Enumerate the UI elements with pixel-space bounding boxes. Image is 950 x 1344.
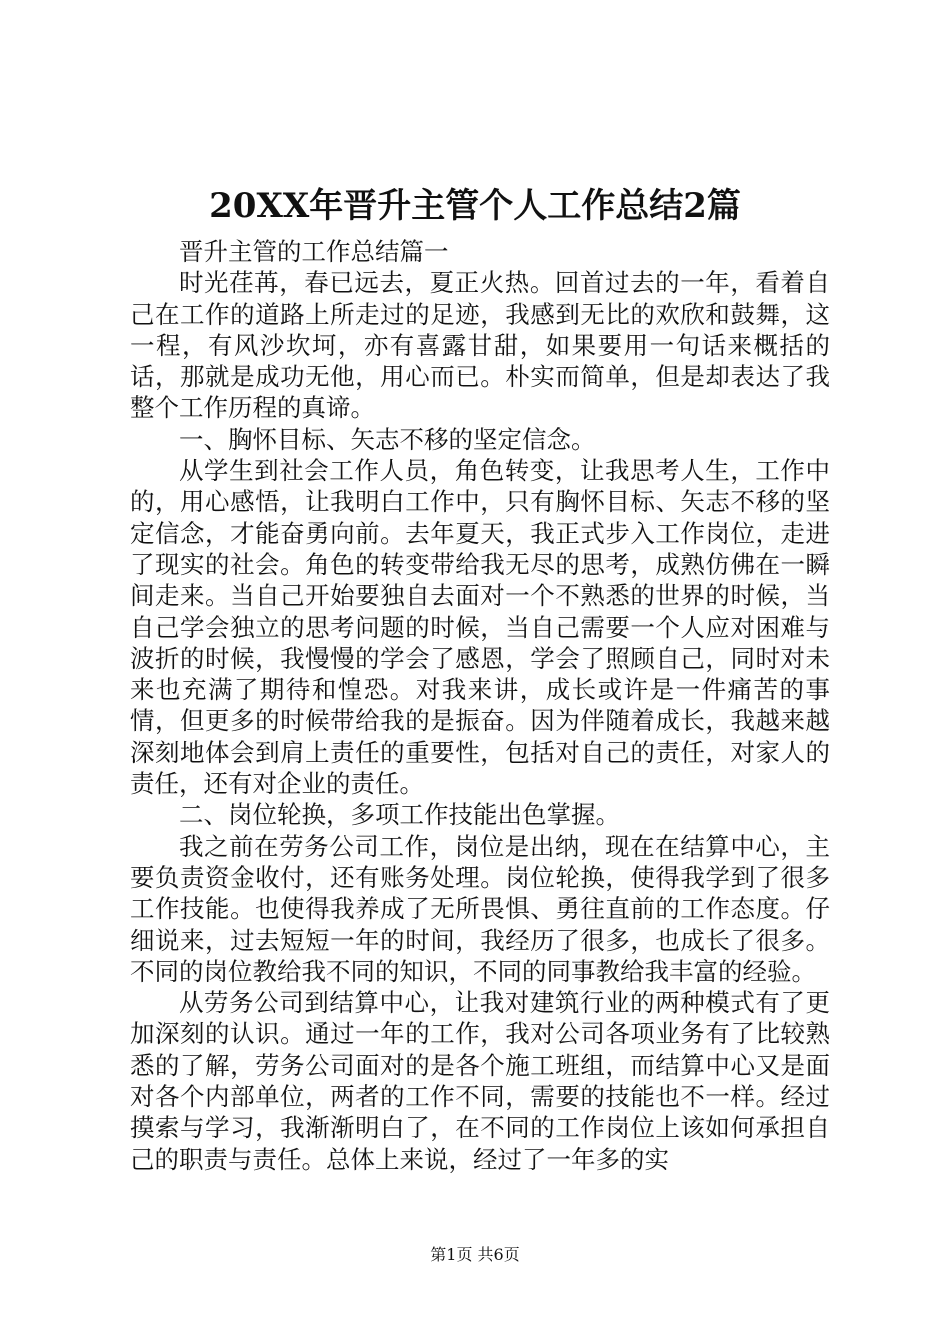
body-paragraph: 从学生到社会工作人员，角色转变，让我思考人生，工作中的，用心感悟，让我明白工作中，只有胸怀目标、矢志不移的坚定信念，才能奋勇向前。去年夏天，我正式步入工作岗位，走进了现实的社会。角色的转变带给我无尽的思考，成熟仿佛在一瞬间走来。当自己开始要独自去面对一个不熟悉的世界的时候，当自己学会独立的思考问题的时候，当自己需要一个人应对困难与波折的时候，我慢慢的学会了感恩，学会了照顾自己，同时对未来也充满了期待和惶恐。对我来讲，成长或许是一件痛苦的事情，但更多的时候带给我的是振奋。因为伴随着成长，我越来越深刻地体会到肩上责任的重要性，包括对自己的责任，对家人的责任，还有对企业的责任。	[130, 456, 830, 799]
document-title: 20XX年晋升主管个人工作总结2篇	[209, 186, 741, 226]
section-heading: 一、胸怀目标、矢志不移的坚定信念。	[179, 424, 596, 454]
body-paragraph: 我之前在劳务公司工作，岗位是出纳，现在在结算中心，主要负责资金收付，还有账务处理。岗位轮换，使得我学到了很多工作技能。也使得我养成了无所畏惧、勇往直前的工作态度。仔细说来，过去短短一年的时间，我经历了很多，也成长了很多。不同的岗位教给我不同的知识，不同的同事教给我丰富的经验。	[130, 831, 830, 986]
document-body	[130, 236, 830, 1175]
page-number-footer: 第1页 共6页	[430, 1245, 520, 1264]
section-heading: 二、岗位轮换，多项工作技能出色掌握。	[179, 800, 620, 830]
section-heading-part-one: 晋升主管的工作总结篇一	[179, 237, 449, 266]
body-paragraph: 时光荏苒，春已远去，夏正火热。回首过去的一年，看着自己在工作的道路上所走过的足迹，我感到无比的欢欣和鼓舞，这一程，有风沙坎坷，亦有喜露甘甜，如果要用一句话来概括的话，那就是成功无他，用心而已。朴实而简单，但是却表达了我整个工作历程的真谛。	[130, 268, 830, 423]
body-paragraph: 从劳务公司到结算中心，让我对建筑行业的两种模式有了更加深刻的认识。通过一年的工作，我对公司各项业务有了比较熟悉的了解，劳务公司面对的是各个施工班组，而结算中心又是面对各个内部单位，两者的工作不同，需要的技能也不一样。经过摸索与学习，我渐渐明白了，在不同的工作岗位上该如何承担自己的职责与责任。总体上来说，经过了一年多的实	[130, 988, 830, 1174]
